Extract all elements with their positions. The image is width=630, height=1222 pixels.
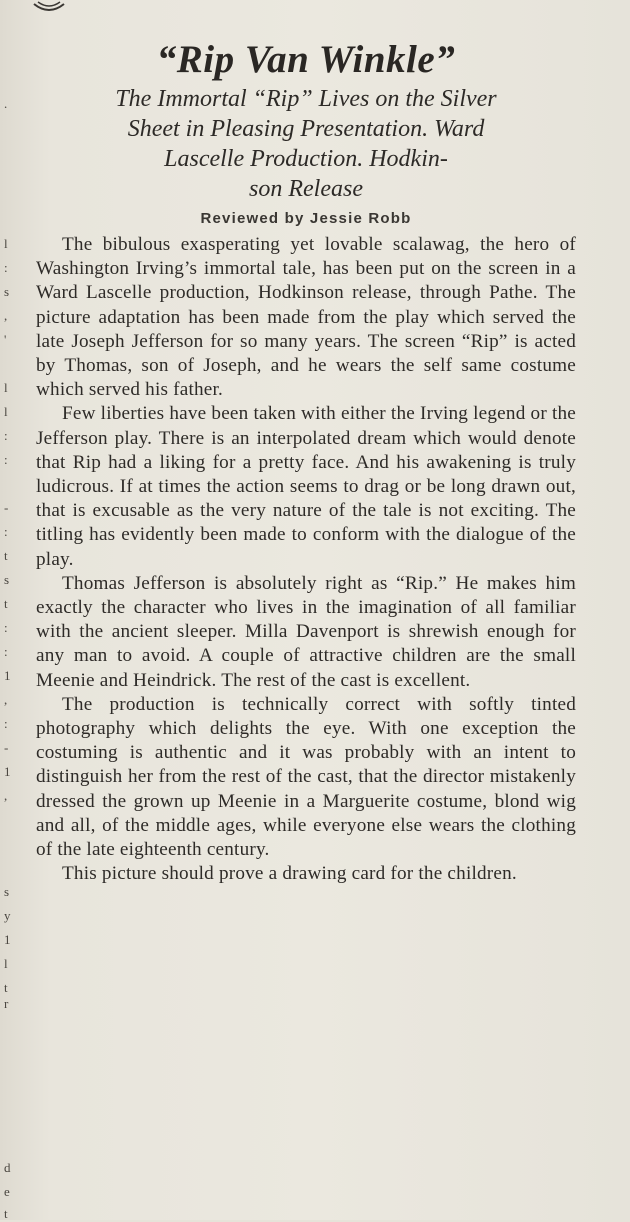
article (36, 38, 576, 886)
margin-fragment: - (4, 500, 9, 515)
margin-fragment: s (4, 284, 10, 299)
margin-fragment: l (4, 956, 8, 971)
paragraph: The bibulous exasperating yet lovable scalawag, the hero of Washington Irving’s immortal tale, has been put on the screen in a Ward Lascelle production, Hodkinson release, through Pathe. The picture adaptation has been made from the play which served the late Joseph Jefferson for so many years. The screen “Rip” is acted by Thomas, son of Joseph, and he wears the self same costume which served his father. (36, 234, 576, 401)
margin-fragment: t (4, 596, 8, 611)
margin-fragment: e (4, 1184, 10, 1199)
margin-fragment: , (4, 692, 8, 707)
margin-fragment: : (4, 428, 8, 443)
margin-fragment: 1 (4, 932, 11, 947)
margin-fragment: : (4, 260, 8, 275)
paragraph: Thomas Jefferson is absolutely right as “Rip.” He makes him exactly the character who lives in the imagination of all familiar with the ancient sleeper. Milla Davenport is shrewish enough for any man to avoid. A couple of attractive children are the small Meenie and Heindrick. The rest of the cast is excellent. (36, 572, 576, 691)
margin-fragment: : (4, 716, 8, 731)
margin-fragment: , (4, 788, 8, 803)
margin-fragment: l (4, 404, 8, 419)
margin-fragment: y (4, 908, 11, 923)
margin-fragment: ' (4, 332, 7, 347)
subtitle-line: Lascelle Production. Hodkin- (164, 146, 448, 172)
margin-fragment: t (4, 980, 8, 995)
subtitle-line: Sheet in Pleasing Presentation. Ward (127, 116, 485, 142)
ornament-icon (32, 0, 66, 14)
margin-fragment: l (4, 380, 8, 395)
margin-fragment: t (4, 1206, 8, 1221)
margin-fragment: s (4, 884, 10, 899)
subtitle-line: son Release (249, 176, 363, 202)
margin-fragment: 1 (4, 764, 11, 779)
margin-fragment: : (4, 524, 8, 539)
paragraph: Few liberties have been taken with either the Irving legend or the Jefferson play. There is an interpolated dream which would denote that Rip had a liking for a pretty face. And his awakening is truly ludicrous. If at times the action seems to drag or be long drawn out, that is excusable as the very nature of the tale is not exciting. The titling has evidently been made to conform with the dialogue of the play. (36, 403, 576, 570)
byline: Reviewed by Jessie Robb (200, 210, 412, 227)
margin-fragment: : (4, 644, 8, 659)
margin-fragment: , (4, 308, 8, 323)
margin-fragment: 1 (4, 668, 11, 683)
article-subtitle (36, 84, 576, 204)
paragraph: The production is technically correct with softly tinted photography which delights the eye. With one exception the costuming is authentic and it was probably with an intent to distinguish her from the rest of the cast, that the director mistakenly dressed the grown up Meenie in a Marguerite costume, blond wig and all, of the middle ages, while everyone else wears the clothing of the late eighteenth century. (36, 693, 576, 861)
article-title: “Rip Van Winkle” (156, 38, 456, 81)
paragraph: This picture should prove a drawing card for the children. (62, 863, 517, 885)
margin-fragment: t (4, 548, 8, 563)
margin-fragment: : (4, 620, 8, 635)
margin-fragment: d (4, 1160, 11, 1175)
margin-fragment: s (4, 572, 10, 587)
article-body (36, 233, 576, 886)
margin-fragment: r (4, 996, 9, 1011)
margin-fragment: : (4, 452, 8, 467)
margin-fragment: . (4, 96, 8, 111)
margin-fragment: l (4, 236, 8, 251)
margin-fragment: - (4, 740, 9, 755)
left-margin-fragments (0, 0, 22, 1220)
subtitle-line: The Immortal “Rip” Lives on the Silver (115, 86, 497, 112)
